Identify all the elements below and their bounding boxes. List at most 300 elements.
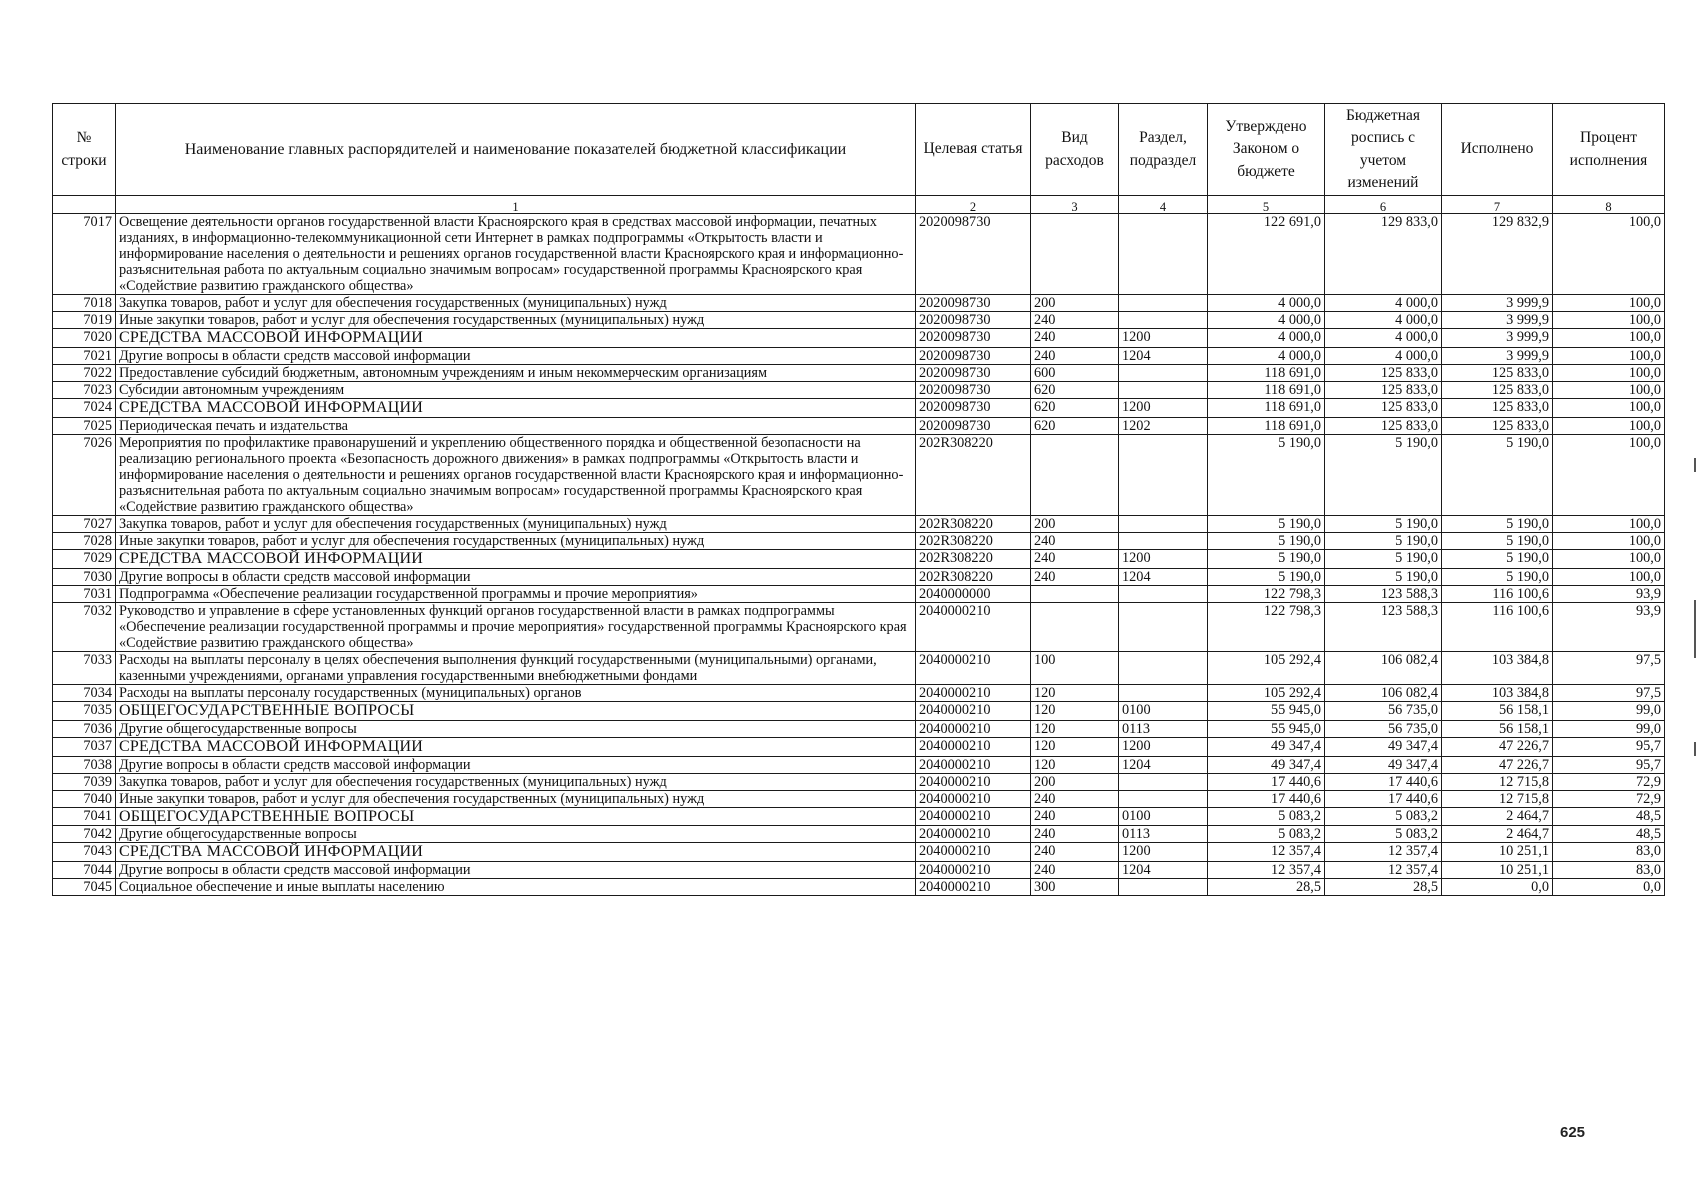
table-row: [53, 879, 1665, 896]
row-expense-type: 240: [1031, 312, 1119, 329]
row-name: Предоставление субсидий бюджетным, автономным учреждениям и иным некоммерческим организациям: [116, 364, 916, 381]
row-target: 202R308220: [916, 549, 1031, 568]
row-number: 7039: [53, 773, 116, 790]
row-target: 2040000210: [916, 651, 1031, 684]
row-executed: 0,0: [1442, 879, 1553, 896]
row-executed: 3 999,9: [1442, 329, 1553, 348]
row-budget-list: 5 190,0: [1325, 568, 1442, 585]
row-target: 2040000210: [916, 684, 1031, 701]
header-section: Раздел, подраздел: [1119, 104, 1208, 196]
row-name: Другие общегосударственные вопросы: [116, 826, 916, 843]
header-name: Наименование главных распорядителей и наименование показателей бюджетной классификации: [116, 104, 916, 196]
header-row-no: № строки: [53, 104, 116, 196]
row-budget-list: 49 347,4: [1325, 737, 1442, 756]
table-row: [53, 790, 1665, 807]
row-expense-type: 120: [1031, 720, 1119, 737]
header-target: Целевая статья: [916, 104, 1031, 196]
row-target: 2040000210: [916, 826, 1031, 843]
column-index: 2: [916, 196, 1031, 214]
row-section: [1119, 295, 1208, 312]
table-row: [53, 549, 1665, 568]
row-executed: 2 464,7: [1442, 807, 1553, 826]
row-percent: 93,9: [1553, 585, 1665, 602]
row-approved: 118 691,0: [1208, 417, 1325, 434]
row-expense-type: 120: [1031, 684, 1119, 701]
row-target: 2040000210: [916, 756, 1031, 773]
row-approved: 49 347,4: [1208, 756, 1325, 773]
row-target: 2020098730: [916, 214, 1031, 295]
row-percent: 100,0: [1553, 312, 1665, 329]
row-budget-list: 123 588,3: [1325, 585, 1442, 602]
row-budget-list: 49 347,4: [1325, 756, 1442, 773]
row-target: 2040000210: [916, 879, 1031, 896]
row-approved: 5 190,0: [1208, 434, 1325, 515]
row-budget-list: 4 000,0: [1325, 295, 1442, 312]
row-expense-type: [1031, 214, 1119, 295]
row-executed: 5 190,0: [1442, 568, 1553, 585]
row-expense-type: 240: [1031, 807, 1119, 826]
header-row: [53, 104, 1665, 196]
row-budget-list: 56 735,0: [1325, 701, 1442, 720]
row-section: 1200: [1119, 737, 1208, 756]
row-name: СРЕДСТВА МАССОВОЙ ИНФОРМАЦИИ: [116, 549, 916, 568]
row-number: 7017: [53, 214, 116, 295]
table-row: [53, 434, 1665, 515]
row-number: 7018: [53, 295, 116, 312]
row-name: СРЕДСТВА МАССОВОЙ ИНФОРМАЦИИ: [116, 398, 916, 417]
row-expense-type: 100: [1031, 651, 1119, 684]
row-budget-list: 17 440,6: [1325, 773, 1442, 790]
row-executed: 116 100,6: [1442, 602, 1553, 651]
row-expense-type: 120: [1031, 756, 1119, 773]
row-approved: 17 440,6: [1208, 790, 1325, 807]
row-percent: 100,0: [1553, 364, 1665, 381]
column-index: [53, 196, 116, 214]
row-percent: 100,0: [1553, 532, 1665, 549]
column-index: 8: [1553, 196, 1665, 214]
row-expense-type: 240: [1031, 790, 1119, 807]
column-index: 5: [1208, 196, 1325, 214]
row-budget-list: 125 833,0: [1325, 398, 1442, 417]
row-budget-list: 4 000,0: [1325, 329, 1442, 348]
row-number: 7029: [53, 549, 116, 568]
row-target: 2020098730: [916, 364, 1031, 381]
row-budget-list: 5 083,2: [1325, 826, 1442, 843]
row-section: 1200: [1119, 398, 1208, 417]
row-number: 7033: [53, 651, 116, 684]
row-expense-type: 120: [1031, 701, 1119, 720]
row-section: 1200: [1119, 329, 1208, 348]
row-budget-list: 28,5: [1325, 879, 1442, 896]
row-executed: 129 832,9: [1442, 214, 1553, 295]
column-index: 1: [116, 196, 916, 214]
row-target: 2020098730: [916, 398, 1031, 417]
row-percent: 100,0: [1553, 549, 1665, 568]
row-approved: 5 190,0: [1208, 532, 1325, 549]
row-approved: 118 691,0: [1208, 364, 1325, 381]
table-row: [53, 684, 1665, 701]
row-number: 7041: [53, 807, 116, 826]
row-section: 0100: [1119, 807, 1208, 826]
row-name: Социальное обеспечение и иные выплаты населению: [116, 879, 916, 896]
row-name: Подпрограмма «Обеспечение реализации государственной программы и прочие мероприятия»: [116, 585, 916, 602]
row-target: 2040000210: [916, 773, 1031, 790]
row-approved: 122 798,3: [1208, 602, 1325, 651]
row-approved: 5 190,0: [1208, 515, 1325, 532]
row-expense-type: 200: [1031, 515, 1119, 532]
row-number: 7035: [53, 701, 116, 720]
row-approved: 4 000,0: [1208, 295, 1325, 312]
row-executed: 47 226,7: [1442, 756, 1553, 773]
row-executed: 10 251,1: [1442, 843, 1553, 862]
table-row: [53, 585, 1665, 602]
budget-execution-table: [52, 103, 1665, 896]
table-row: [53, 214, 1665, 295]
row-executed: 125 833,0: [1442, 381, 1553, 398]
row-number: 7030: [53, 568, 116, 585]
scan-edge-mark: [1694, 600, 1696, 658]
row-section: 1204: [1119, 862, 1208, 879]
row-executed: 103 384,8: [1442, 651, 1553, 684]
column-index: 4: [1119, 196, 1208, 214]
row-executed: 56 158,1: [1442, 701, 1553, 720]
row-expense-type: 240: [1031, 549, 1119, 568]
row-number: 7045: [53, 879, 116, 896]
row-approved: 5 190,0: [1208, 549, 1325, 568]
row-percent: 0,0: [1553, 879, 1665, 896]
row-executed: 47 226,7: [1442, 737, 1553, 756]
row-approved: 105 292,4: [1208, 684, 1325, 701]
row-expense-type: 240: [1031, 532, 1119, 549]
table-row: [53, 701, 1665, 720]
row-name: Закупка товаров, работ и услуг для обеспечения государственных (муниципальных) нужд: [116, 295, 916, 312]
row-expense-type: 620: [1031, 381, 1119, 398]
row-percent: 93,9: [1553, 602, 1665, 651]
row-approved: 12 357,4: [1208, 843, 1325, 862]
row-name: Другие вопросы в области средств массовой информации: [116, 756, 916, 773]
row-approved: 5 190,0: [1208, 568, 1325, 585]
table-row: [53, 862, 1665, 879]
table-row: [53, 807, 1665, 826]
row-percent: 95,7: [1553, 737, 1665, 756]
row-number: 7023: [53, 381, 116, 398]
row-section: [1119, 515, 1208, 532]
row-target: 2040000210: [916, 737, 1031, 756]
row-target: 202R308220: [916, 532, 1031, 549]
row-approved: 49 347,4: [1208, 737, 1325, 756]
row-percent: 100,0: [1553, 295, 1665, 312]
row-name: Расходы на выплаты персоналу государственных (муниципальных) органов: [116, 684, 916, 701]
row-expense-type: 240: [1031, 843, 1119, 862]
header-expense-type: Вид расходов: [1031, 104, 1119, 196]
table-body: [53, 214, 1665, 896]
table-row: [53, 720, 1665, 737]
row-name: ОБЩЕГОСУДАРСТВЕННЫЕ ВОПРОСЫ: [116, 807, 916, 826]
row-approved: 118 691,0: [1208, 381, 1325, 398]
row-number: 7034: [53, 684, 116, 701]
row-expense-type: 240: [1031, 568, 1119, 585]
row-approved: 17 440,6: [1208, 773, 1325, 790]
row-section: [1119, 381, 1208, 398]
row-number: 7037: [53, 737, 116, 756]
row-section: [1119, 602, 1208, 651]
row-executed: 5 190,0: [1442, 549, 1553, 568]
table-row: [53, 532, 1665, 549]
row-number: 7026: [53, 434, 116, 515]
row-name: Периодическая печать и издательства: [116, 417, 916, 434]
row-budget-list: 56 735,0: [1325, 720, 1442, 737]
row-approved: 28,5: [1208, 879, 1325, 896]
table-row: [53, 312, 1665, 329]
row-expense-type: 240: [1031, 826, 1119, 843]
header-percent: Процент исполнения: [1553, 104, 1665, 196]
row-number: 7038: [53, 756, 116, 773]
table-row: [53, 568, 1665, 585]
row-budget-list: 5 190,0: [1325, 515, 1442, 532]
row-executed: 125 833,0: [1442, 398, 1553, 417]
header-executed: Исполнено: [1442, 104, 1553, 196]
row-approved: 4 000,0: [1208, 347, 1325, 364]
row-section: 0100: [1119, 701, 1208, 720]
row-executed: 3 999,9: [1442, 295, 1553, 312]
row-expense-type: 620: [1031, 417, 1119, 434]
row-percent: 100,0: [1553, 398, 1665, 417]
row-number: 7040: [53, 790, 116, 807]
row-approved: 4 000,0: [1208, 329, 1325, 348]
row-section: [1119, 214, 1208, 295]
row-target: 2040000210: [916, 807, 1031, 826]
row-expense-type: 120: [1031, 737, 1119, 756]
row-name: ОБЩЕГОСУДАРСТВЕННЫЕ ВОПРОСЫ: [116, 701, 916, 720]
row-executed: 2 464,7: [1442, 826, 1553, 843]
row-expense-type: [1031, 602, 1119, 651]
row-section: [1119, 585, 1208, 602]
row-target: 2040000210: [916, 790, 1031, 807]
row-target: 2020098730: [916, 329, 1031, 348]
table-row: [53, 417, 1665, 434]
row-expense-type: [1031, 585, 1119, 602]
table-row: [53, 826, 1665, 843]
row-percent: 97,5: [1553, 651, 1665, 684]
row-executed: 3 999,9: [1442, 347, 1553, 364]
table-row: [53, 364, 1665, 381]
row-expense-type: 300: [1031, 879, 1119, 896]
row-number: 7036: [53, 720, 116, 737]
row-budget-list: 125 833,0: [1325, 364, 1442, 381]
row-budget-list: 5 190,0: [1325, 434, 1442, 515]
row-percent: 100,0: [1553, 568, 1665, 585]
row-section: [1119, 312, 1208, 329]
row-name: Другие общегосударственные вопросы: [116, 720, 916, 737]
row-percent: 100,0: [1553, 214, 1665, 295]
row-budget-list: 106 082,4: [1325, 684, 1442, 701]
row-name: СРЕДСТВА МАССОВОЙ ИНФОРМАЦИИ: [116, 329, 916, 348]
table-row: [53, 773, 1665, 790]
row-percent: 100,0: [1553, 381, 1665, 398]
row-budget-list: 123 588,3: [1325, 602, 1442, 651]
row-name: Субсидии автономным учреждениям: [116, 381, 916, 398]
row-target: 202R308220: [916, 515, 1031, 532]
row-target: 202R308220: [916, 434, 1031, 515]
row-budget-list: 5 083,2: [1325, 807, 1442, 826]
row-executed: 12 715,8: [1442, 773, 1553, 790]
row-section: [1119, 773, 1208, 790]
row-percent: 97,5: [1553, 684, 1665, 701]
row-number: 7042: [53, 826, 116, 843]
row-budget-list: 12 357,4: [1325, 862, 1442, 879]
row-expense-type: 600: [1031, 364, 1119, 381]
row-budget-list: 5 190,0: [1325, 549, 1442, 568]
row-expense-type: 620: [1031, 398, 1119, 417]
row-name: Руководство и управление в сфере установленных функций органов государственной власти в рамках подпрограммы «Обеспечение реализации государственной программы и прочие мероприятия» государственной программы Красноярского края «Содействие развитию гражданского общества»: [116, 602, 916, 651]
row-approved: 4 000,0: [1208, 312, 1325, 329]
row-name: СРЕДСТВА МАССОВОЙ ИНФОРМАЦИИ: [116, 843, 916, 862]
row-executed: 5 190,0: [1442, 434, 1553, 515]
row-name: Расходы на выплаты персоналу в целях обеспечения выполнения функций государственными (муниципальными) органами, казенными учреждениями, органами управления государственными внебюджетными фондами: [116, 651, 916, 684]
row-approved: 55 945,0: [1208, 701, 1325, 720]
column-index: 7: [1442, 196, 1553, 214]
row-target: 2020098730: [916, 347, 1031, 364]
row-percent: 100,0: [1553, 329, 1665, 348]
row-budget-list: 129 833,0: [1325, 214, 1442, 295]
row-approved: 12 357,4: [1208, 862, 1325, 879]
row-name: Иные закупки товаров, работ и услуг для обеспечения государственных (муниципальных) нужд: [116, 532, 916, 549]
row-executed: 103 384,8: [1442, 684, 1553, 701]
row-name: Мероприятия по профилактике правонарушений и укреплению общественного порядка и общественной безопасности на реализацию регионального проекта «Безопасность дорожного движения» в рамках подпрограммы «Открытость власти и информирование населения о деятельности и решениях органов государственной власти Красноярского края и информационно-разъяснительная работа по актуальным социально значимым вопросам» государственной программы Красноярского края «Содействие развитию гражданского общества»: [116, 434, 916, 515]
table-row: [53, 737, 1665, 756]
row-number: 7028: [53, 532, 116, 549]
row-approved: 5 083,2: [1208, 807, 1325, 826]
row-executed: 56 158,1: [1442, 720, 1553, 737]
row-approved: 122 798,3: [1208, 585, 1325, 602]
row-target: 2020098730: [916, 312, 1031, 329]
row-number: 7031: [53, 585, 116, 602]
row-percent: 48,5: [1553, 826, 1665, 843]
table-row: [53, 329, 1665, 348]
scan-edge-mark: [1694, 742, 1696, 756]
column-index: 3: [1031, 196, 1119, 214]
row-percent: 95,7: [1553, 756, 1665, 773]
row-target: 2040000210: [916, 843, 1031, 862]
row-percent: 99,0: [1553, 701, 1665, 720]
table-row: [53, 295, 1665, 312]
row-number: 7027: [53, 515, 116, 532]
row-section: [1119, 684, 1208, 701]
row-budget-list: 5 190,0: [1325, 532, 1442, 549]
row-executed: 10 251,1: [1442, 862, 1553, 879]
row-target: 2020098730: [916, 381, 1031, 398]
row-expense-type: 200: [1031, 773, 1119, 790]
row-section: [1119, 879, 1208, 896]
table-row: [53, 381, 1665, 398]
row-expense-type: 200: [1031, 295, 1119, 312]
row-name: Закупка товаров, работ и услуг для обеспечения государственных (муниципальных) нужд: [116, 773, 916, 790]
row-target: 2040000210: [916, 862, 1031, 879]
row-percent: 72,9: [1553, 773, 1665, 790]
row-number: 7020: [53, 329, 116, 348]
row-approved: 122 691,0: [1208, 214, 1325, 295]
row-number: 7025: [53, 417, 116, 434]
row-number: 7044: [53, 862, 116, 879]
row-section: 1204: [1119, 756, 1208, 773]
row-percent: 100,0: [1553, 515, 1665, 532]
row-budget-list: 12 357,4: [1325, 843, 1442, 862]
row-section: 1204: [1119, 568, 1208, 585]
row-budget-list: 125 833,0: [1325, 381, 1442, 398]
row-executed: 116 100,6: [1442, 585, 1553, 602]
row-name: Другие вопросы в области средств массовой информации: [116, 347, 916, 364]
table-row: [53, 602, 1665, 651]
page-number: 625: [1560, 1124, 1586, 1141]
row-name: Другие вопросы в области средств массовой информации: [116, 568, 916, 585]
row-budget-list: 17 440,6: [1325, 790, 1442, 807]
row-target: 2020098730: [916, 417, 1031, 434]
row-section: [1119, 651, 1208, 684]
row-section: 1204: [1119, 347, 1208, 364]
row-section: 1202: [1119, 417, 1208, 434]
row-target: 2040000210: [916, 720, 1031, 737]
row-section: [1119, 790, 1208, 807]
scan-edge-mark: [1694, 458, 1696, 472]
row-section: [1119, 364, 1208, 381]
row-percent: 72,9: [1553, 790, 1665, 807]
row-number: 7021: [53, 347, 116, 364]
row-section: 0113: [1119, 826, 1208, 843]
row-executed: 125 833,0: [1442, 364, 1553, 381]
row-percent: 83,0: [1553, 862, 1665, 879]
row-budget-list: 4 000,0: [1325, 312, 1442, 329]
row-name: Иные закупки товаров, работ и услуг для обеспечения государственных (муниципальных) нужд: [116, 312, 916, 329]
table-row: [53, 756, 1665, 773]
row-section: 1200: [1119, 843, 1208, 862]
column-index-row: [53, 196, 1665, 214]
row-executed: 5 190,0: [1442, 532, 1553, 549]
row-executed: 5 190,0: [1442, 515, 1553, 532]
row-percent: 99,0: [1553, 720, 1665, 737]
row-name: Другие вопросы в области средств массовой информации: [116, 862, 916, 879]
row-number: 7024: [53, 398, 116, 417]
row-executed: 12 715,8: [1442, 790, 1553, 807]
row-expense-type: 240: [1031, 329, 1119, 348]
row-target: 2040000210: [916, 701, 1031, 720]
row-budget-list: 4 000,0: [1325, 347, 1442, 364]
row-target: 2040000000: [916, 585, 1031, 602]
row-executed: 3 999,9: [1442, 312, 1553, 329]
header-budget-list: Бюджетная роспись с учетом изменений: [1325, 104, 1442, 196]
row-number: 7022: [53, 364, 116, 381]
row-percent: 83,0: [1553, 843, 1665, 862]
table-row: [53, 398, 1665, 417]
row-section: 0113: [1119, 720, 1208, 737]
row-budget-list: 106 082,4: [1325, 651, 1442, 684]
row-name: Закупка товаров, работ и услуг для обеспечения государственных (муниципальных) нужд: [116, 515, 916, 532]
row-percent: 100,0: [1553, 347, 1665, 364]
row-expense-type: 240: [1031, 862, 1119, 879]
row-number: 7019: [53, 312, 116, 329]
row-section: [1119, 434, 1208, 515]
row-target: 2020098730: [916, 295, 1031, 312]
row-number: 7043: [53, 843, 116, 862]
row-percent: 100,0: [1553, 417, 1665, 434]
column-index: 6: [1325, 196, 1442, 214]
row-approved: 105 292,4: [1208, 651, 1325, 684]
row-percent: 48,5: [1553, 807, 1665, 826]
row-target: 202R308220: [916, 568, 1031, 585]
row-executed: 125 833,0: [1442, 417, 1553, 434]
row-approved: 5 083,2: [1208, 826, 1325, 843]
row-name: СРЕДСТВА МАССОВОЙ ИНФОРМАЦИИ: [116, 737, 916, 756]
table-row: [53, 651, 1665, 684]
